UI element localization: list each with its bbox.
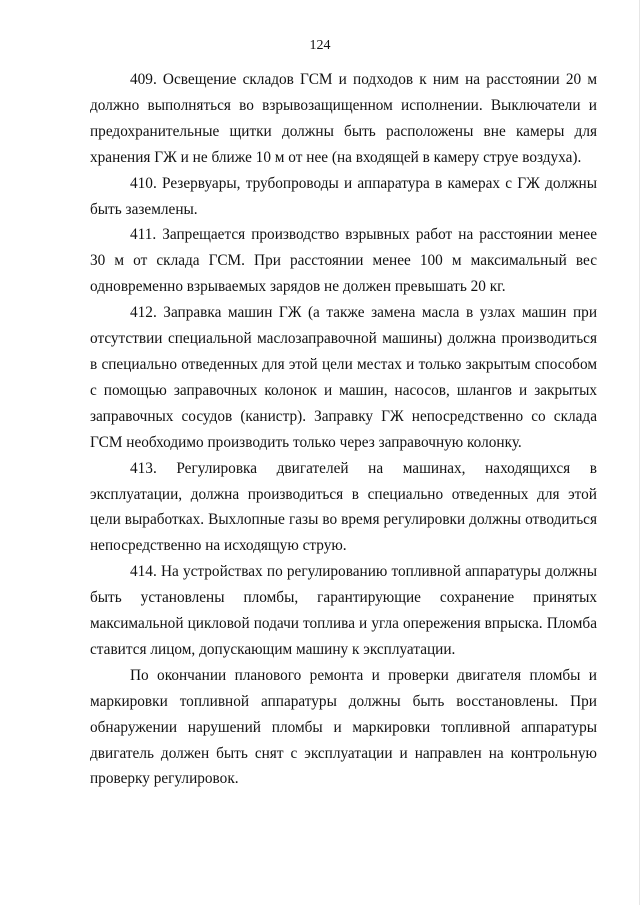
paragraph-413: 413. Регулировка двигателей на машинах, находящихся в эксплуатации, должна производиться в специально отведенных для этой цели выработках. Выхлопные газы во время регулировки должны отводиться непосредственно на исходящую струю.: [90, 459, 597, 555]
paragraph-409: 409. Освещение складов ГСМ и подходов к ним на расстоянии 20 м должно выполняться во взрывозащищенном исполнении. Выключатели и предохранительные щитки должны быть расположены вне камеры для хранения ГЖ и не ближе 10 м от нее (на входящей в камеру струе воздуха).: [90, 71, 597, 166]
paragraph-411: 411. Запрещается производство взрывных работ на расстоянии менее 30 м от склада ГСМ. При расстоянии менее 100 м максимальный вес одновременно взрываемых зарядов не должен превышать 20 кг.: [90, 226, 597, 296]
page-number: 124: [309, 38, 331, 53]
paragraph-414: 414. На устройствах по регулированию топливной аппаратуры должны быть установлены пломбы, гарантирующие сохранение принятых максимальной цикловой подачи топлива и угла опережения впрыска. Пломба ставится лицом, допускающим машину к эксплуатации.: [90, 563, 597, 658]
paragraph-412: 412. Заправка машин ГЖ (а также замена масла в узлах машин при отсутствии специальной маслозаправочной машины) должна производиться в специально отведенных для этой цели местах и только закрытым способом с помощью заправочных колонок и машин, насосов, шлангов и закрытых заправочных сосудов (канистр). Заправку ГЖ непосредственно со склада ГСМ необходимо производить только через заправочную колонку.: [90, 304, 597, 451]
paragraph-414-continuation: По окончании планового ремонта и проверки двигателя пломбы и маркировки топливной аппаратуры должны быть восстановлены. При обнаружении нарушений пломбы и маркировки топливной аппаратуры двигатель должен быть снят с эксплуатации и направлен на контрольную проверку регулировок.: [90, 666, 597, 788]
paragraph-410: 410. Резервуары, трубопроводы и аппаратура в камерах с ГЖ должны быть заземлены.: [90, 174, 597, 218]
document-body: [90, 67, 597, 792]
